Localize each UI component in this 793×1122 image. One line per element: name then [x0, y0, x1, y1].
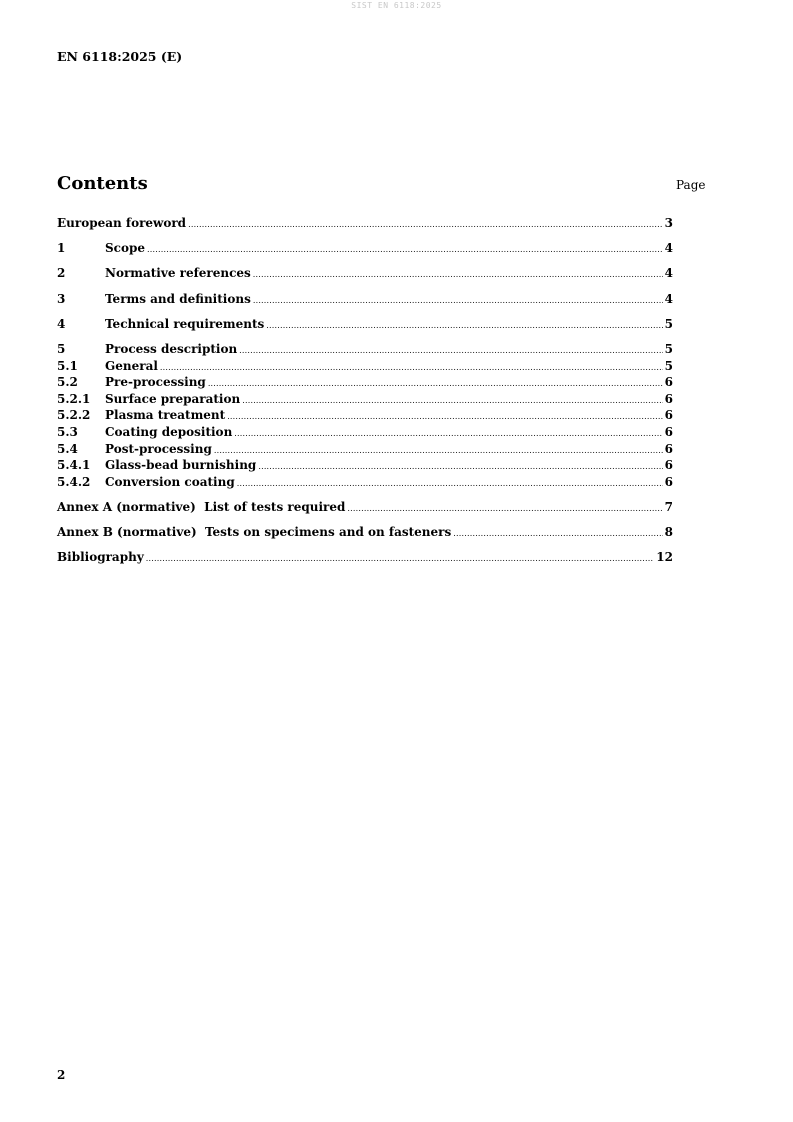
- toc-entry-title: Glass-bead burnishing: [105, 458, 257, 473]
- toc-entry-title: Technical requirements: [105, 316, 265, 331]
- toc-entry-title: General: [105, 358, 158, 373]
- toc-entry-title: Pre-processing: [105, 375, 206, 390]
- toc-entry-page: 8: [664, 525, 673, 540]
- toc-entry-title: Post-processing: [105, 441, 212, 456]
- toc-entry-european-foreword[interactable]: [57, 215, 673, 232]
- toc-entry-general[interactable]: [57, 358, 673, 375]
- watermark: SIST EN 6118:2025: [351, 1, 442, 10]
- toc-entry-normative-references[interactable]: [57, 265, 673, 282]
- toc-leader: [188, 217, 663, 234]
- toc-entry-page: 6: [664, 408, 673, 423]
- toc-entry-page: 3: [664, 216, 673, 230]
- toc-leader: [347, 501, 662, 518]
- toc-entry-page: 6: [664, 424, 673, 439]
- page-number: 2: [57, 1068, 66, 1082]
- table-of-contents: [57, 215, 673, 566]
- toc-entry-annex-b[interactable]: [57, 524, 673, 541]
- toc-entry-bibliography[interactable]: [57, 549, 673, 566]
- toc-entry-process-description[interactable]: [57, 341, 673, 358]
- toc-entry-glass-bead-burnishing[interactable]: [57, 457, 673, 474]
- toc-leader: [253, 267, 663, 284]
- toc-entry-plasma-treatment[interactable]: [57, 407, 673, 424]
- toc-leader: [266, 318, 662, 335]
- toc-entry-number: 5.2.2: [57, 408, 91, 423]
- toc-entry-number: 5.1: [57, 358, 78, 373]
- toc-entry-page: 12: [656, 550, 673, 565]
- toc-entry-number: 5.4.2: [57, 474, 91, 489]
- toc-entry-title: Conversion coating: [105, 474, 235, 489]
- toc-entry-title: Normative references: [105, 266, 251, 281]
- toc-entry-number: 4: [57, 316, 66, 331]
- toc-entry-number: 5.2: [57, 375, 78, 390]
- page-column-label: Page: [676, 178, 706, 192]
- toc-leader: [160, 360, 663, 377]
- toc-entry-page: 4: [664, 266, 673, 281]
- toc-leader: [258, 459, 662, 476]
- toc-entry-number: 3: [57, 291, 66, 306]
- toc-leader: [237, 476, 663, 493]
- toc-entry-number: 5.3: [57, 424, 78, 439]
- toc-entry-page: 6: [664, 375, 673, 390]
- toc-entry-title: Annex A (normative) List of tests required: [57, 499, 346, 514]
- toc-leader: [147, 242, 663, 259]
- toc-entry-page: 5: [664, 358, 673, 373]
- toc-entry-annex-a[interactable]: [57, 499, 673, 516]
- toc-leader: [242, 393, 662, 410]
- toc-entry-page: 6: [664, 474, 673, 489]
- toc-entry-number: 5.2.1: [57, 391, 91, 406]
- toc-entry-number: 5.4: [57, 441, 78, 456]
- toc-entry-conversion-coating[interactable]: [57, 474, 673, 491]
- toc-entry-page: 6: [664, 391, 673, 406]
- toc-leader: [234, 426, 662, 443]
- toc-leader: [214, 443, 663, 460]
- toc-entry-coating-deposition[interactable]: [57, 424, 673, 441]
- toc-entry-technical-requirements[interactable]: [57, 316, 673, 333]
- toc-entry-title: Surface preparation: [105, 391, 241, 406]
- toc-entry-number: 2: [57, 266, 66, 281]
- toc-entry-page: 4: [664, 291, 673, 306]
- toc-entry-post-processing[interactable]: [57, 441, 673, 458]
- toc-entry-scope[interactable]: [57, 240, 673, 257]
- document-id: EN 6118:2025 (E): [57, 49, 183, 64]
- toc-leader: [208, 376, 663, 393]
- toc-entry-terms-and-definitions[interactable]: [57, 291, 673, 308]
- toc-entry-number: 5: [57, 341, 66, 356]
- toc-entry-page: 6: [664, 441, 673, 456]
- toc-entry-title: Coating deposition: [105, 424, 233, 439]
- contents-title: Contents: [57, 173, 148, 194]
- toc-leader: [453, 526, 662, 543]
- toc-entry-page: 5: [664, 316, 673, 331]
- toc-entry-surface-preparation[interactable]: [57, 391, 673, 408]
- toc-entry-title: Process description: [105, 341, 238, 356]
- toc-entry-title: Scope: [105, 241, 146, 256]
- toc-entry-page: 6: [664, 458, 673, 473]
- toc-entry-title: Plasma treatment: [105, 408, 226, 423]
- toc-entry-number: 5.4.1: [57, 458, 91, 473]
- toc-entry-page: 7: [664, 499, 673, 514]
- toc-leader: [146, 551, 655, 568]
- toc-entry-title: European foreword: [57, 216, 187, 230]
- toc-entry-number: 1: [57, 241, 66, 256]
- toc-entry-title: Bibliography: [57, 550, 144, 565]
- toc-leader: [227, 409, 662, 426]
- toc-entry-page: 4: [664, 241, 673, 256]
- toc-entry-pre-processing[interactable]: [57, 374, 673, 391]
- toc-entry-title: Annex B (normative) Tests on specimens and on fasteners: [57, 525, 452, 540]
- toc-leader: [239, 343, 662, 360]
- toc-entry-title: Terms and definitions: [105, 291, 251, 306]
- toc-leader: [253, 293, 663, 310]
- toc-entry-page: 5: [664, 341, 673, 356]
